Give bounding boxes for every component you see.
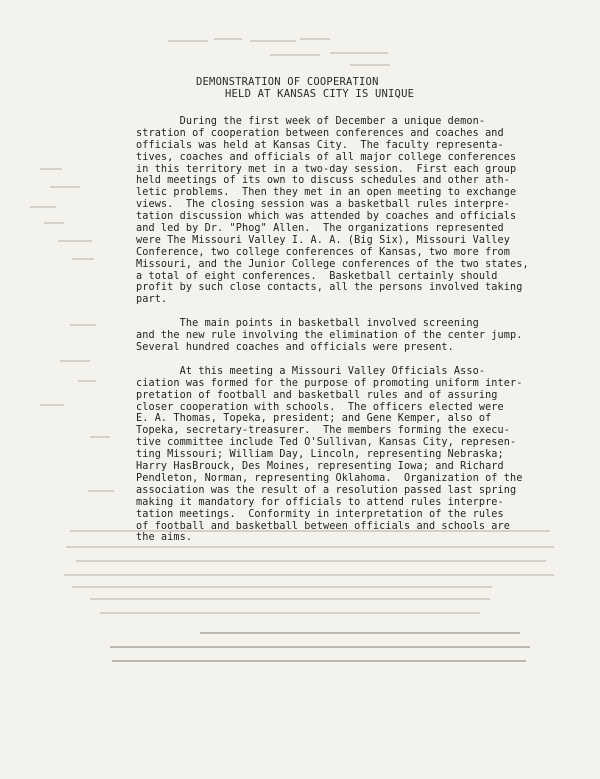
text-line: ciation was formed for the purpose of promoting uniform inter- (136, 377, 523, 389)
text-line: the aims. (136, 532, 193, 544)
paragraph (136, 116, 566, 306)
title-line: DEMONSTRATION OF COOPERATION (196, 76, 379, 88)
text-line: a total of eight conferences. Basketball certainly should (136, 270, 498, 282)
text-line: views. The closing session was a basketball rules interpre- (136, 199, 511, 211)
text-line: Pendleton, Norman, representing Oklahoma. Organization of the (136, 472, 523, 484)
text-line: held meetings of its own to discuss schedules and other ath- (136, 175, 511, 187)
text-line: pretation of football and basketball rules and of assuring (136, 389, 498, 401)
text-line: stration of cooperation between conferences and coaches and (136, 127, 504, 139)
text-line: tive committee include Ted O'Sullivan, Kansas City, represen- (136, 437, 517, 449)
text-line: Harry HasBrouck, Des Moines, representing Iowa; and Richard (136, 461, 504, 473)
text-line: part. (136, 294, 168, 306)
text-line: association was the result of a resolution passed last spring (136, 484, 517, 496)
text-line: Missouri, and the Junior College conferences of the two states, (136, 258, 529, 270)
text-line: were The Missouri Valley I. A. A. (Big Six), Missouri Valley (136, 234, 511, 246)
text-line: tation discussion which was attended by coaches and officials (136, 211, 517, 223)
text-line: and led by Dr. "Phog" Allen. The organizations represented (136, 223, 504, 235)
text-line: Conference, two college conferences of Kansas, two more from (136, 246, 511, 258)
text-line: profit by such close contacts, all the persons involved taking (136, 282, 523, 294)
text-line: During the first week of December a unique demon- (136, 116, 486, 127)
text-line: ting Missouri; William Day, Lincoln, representing Nebraska; (136, 449, 504, 461)
text-line: making it mandatory for officials to attend rules interpre- (136, 496, 504, 508)
text-line: tation meetings. Conformity in interpretation of the rules (136, 508, 504, 520)
text-line: The main points in basketball involved screening (136, 318, 479, 330)
text-line: Several hundred coaches and officials were present. (136, 342, 454, 354)
text-line: tives, coaches and officials of all major college conferences (136, 151, 517, 163)
paragraph (136, 366, 566, 544)
paragraph (136, 318, 566, 354)
title-line: HELD AT KANSAS CITY IS UNIQUE (225, 88, 415, 100)
text-line: and the new rule involving the elimination of the center jump. (136, 330, 523, 342)
document-title (196, 76, 414, 100)
text-line: of football and basketball between officials and schools are (136, 520, 511, 532)
text-line: At this meeting a Missouri Valley Officials Asso- (136, 365, 486, 377)
text-line: closer cooperation with schools. The officers elected were (136, 401, 504, 413)
document-body (136, 116, 566, 556)
text-line: officials was held at Kansas City. The faculty representa- (136, 139, 504, 151)
text-line: letic problems. Then they met in an open meeting to exchange (136, 187, 517, 199)
text-line: in this territory met in a two-day session. First each group (136, 163, 517, 175)
text-line: Topeka, secretary-treasurer. The members forming the execu- (136, 425, 511, 437)
text-line: E. A. Thomas, Topeka, president; and Gene Kemper, also of (136, 413, 492, 425)
